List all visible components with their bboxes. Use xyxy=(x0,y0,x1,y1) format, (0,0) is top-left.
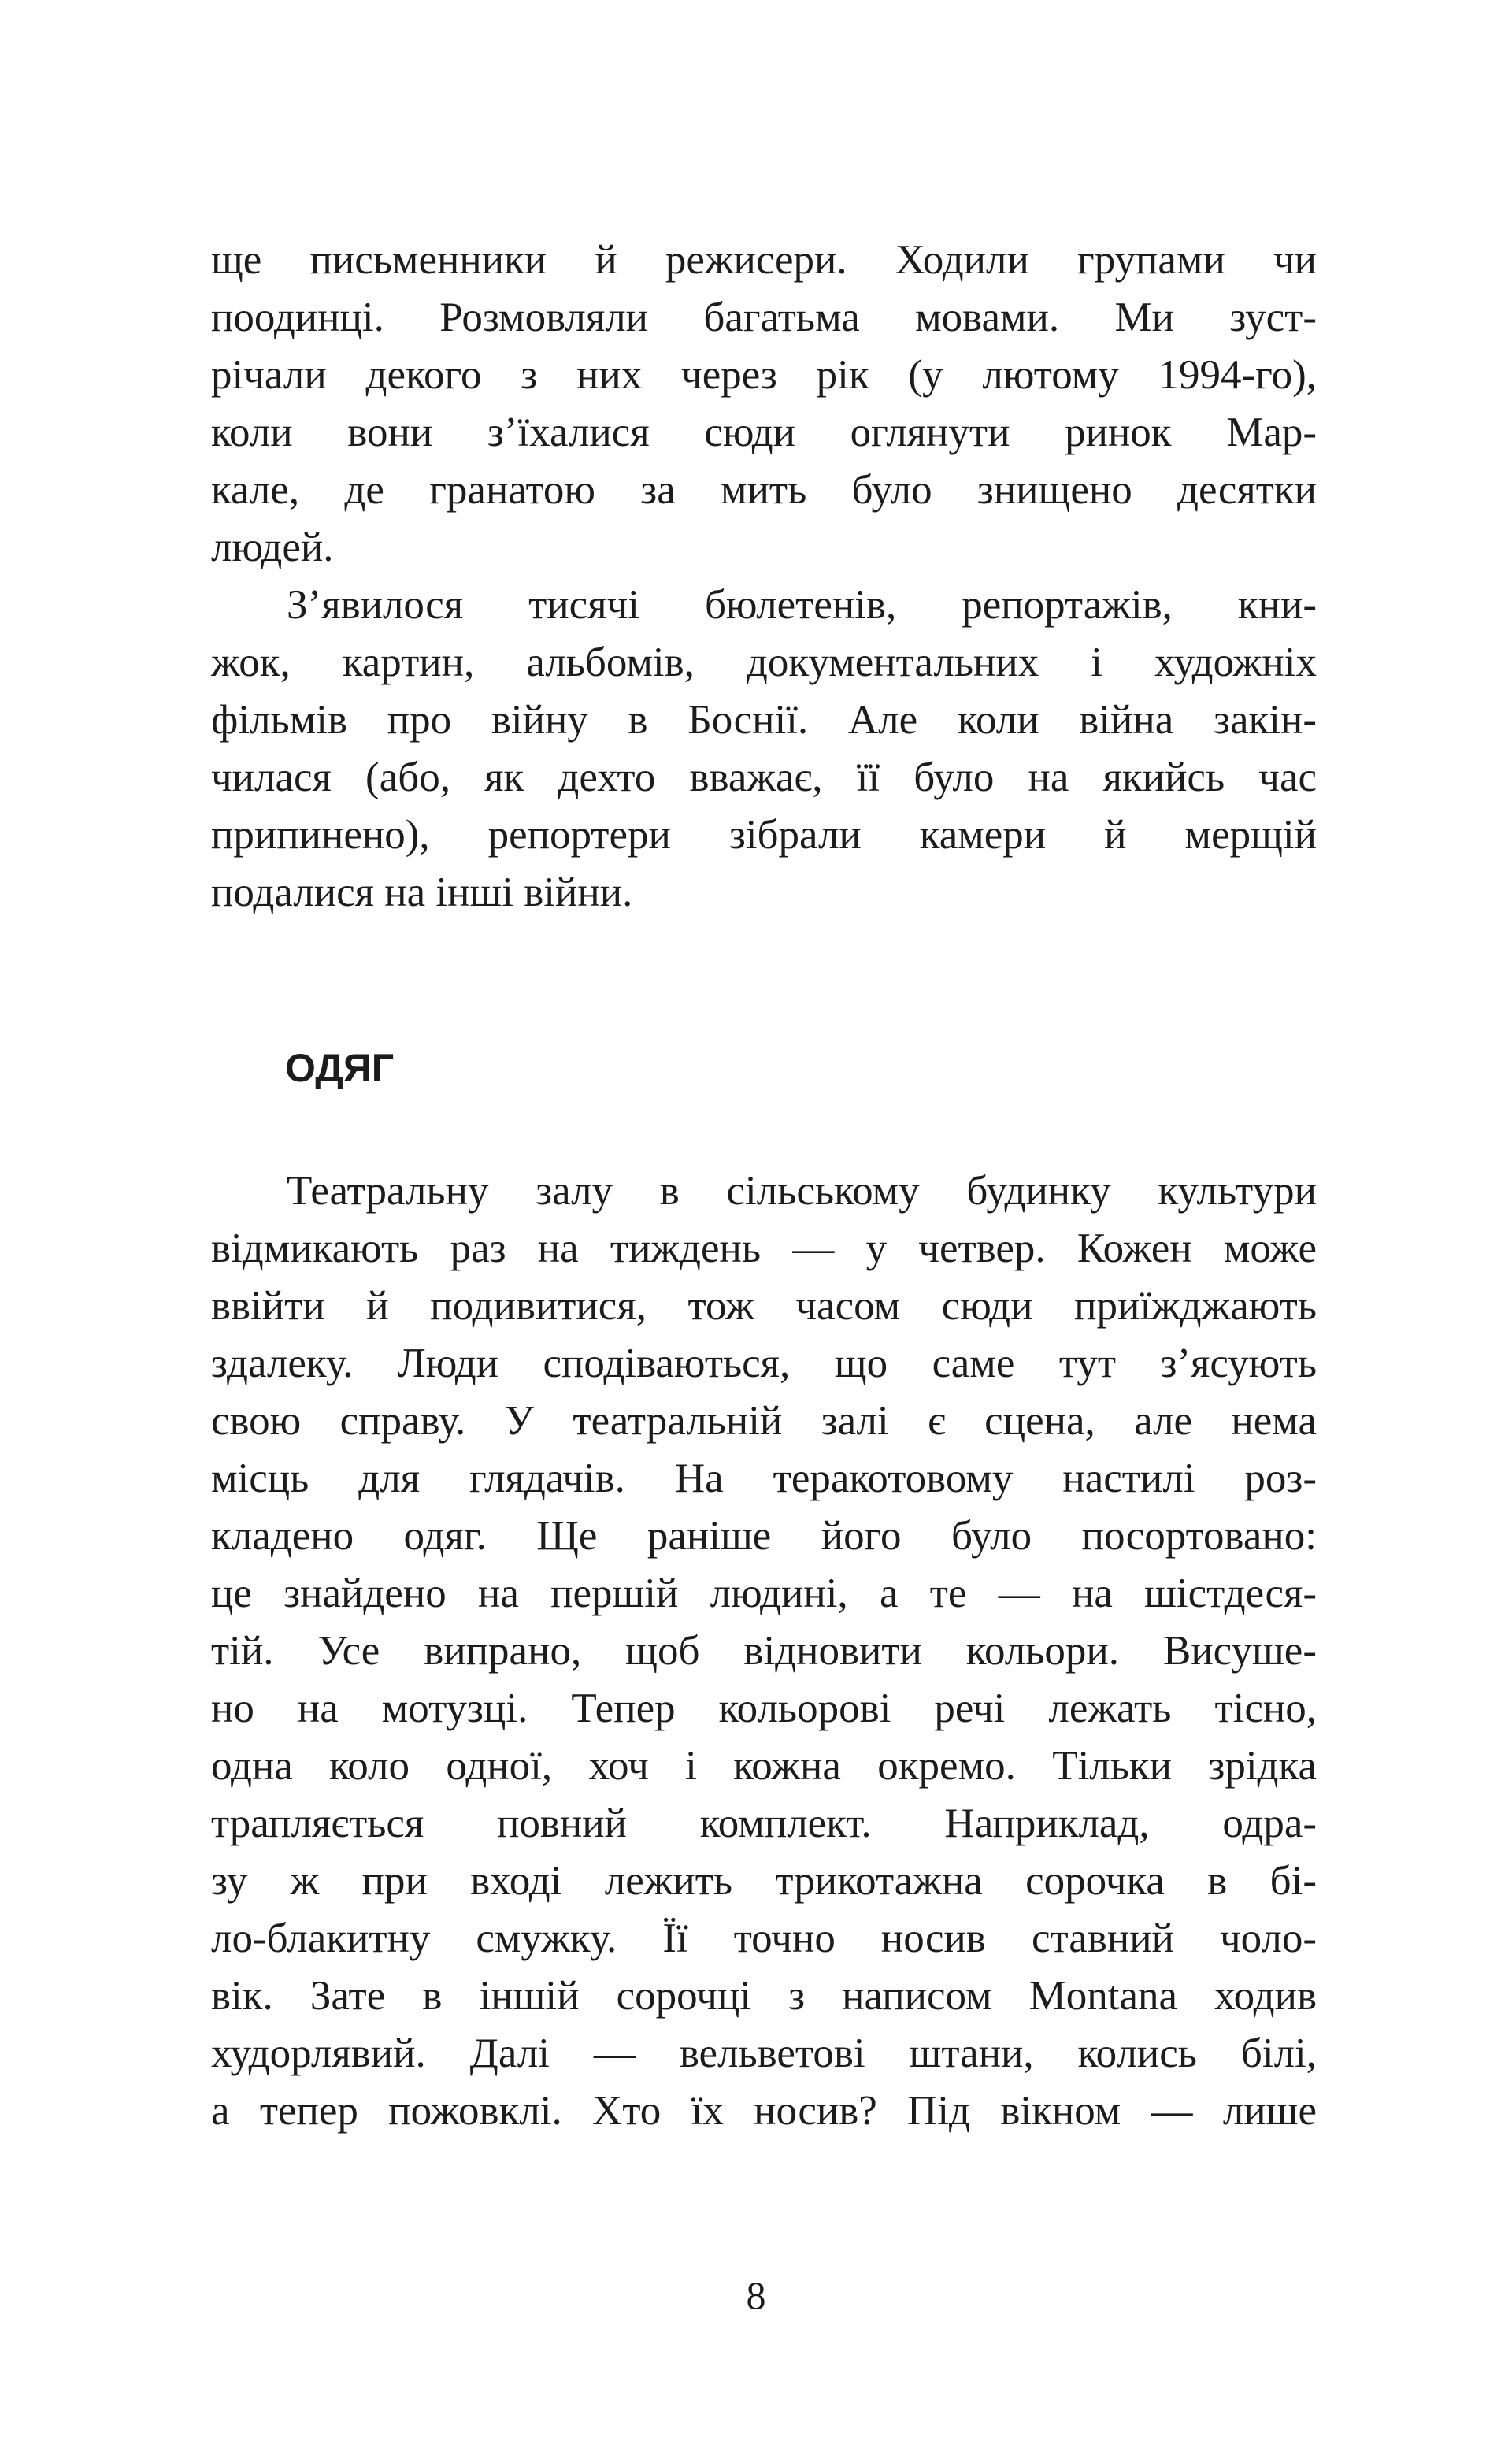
text-line: здалеку. Люди сподіваються, що саме тут з’ясують xyxy=(211,1341,1317,1386)
section-heading: ОДЯГ xyxy=(285,1046,395,1090)
text-block-section xyxy=(211,1163,1317,2140)
text-line: коли вони з’їхалися сюди оглянути ринок Мар- xyxy=(211,410,1317,455)
text-line: кале, де гранатою за мить було знищено десятки xyxy=(211,467,1317,513)
text-line: поодинці. Розмовляли багатьма мовами. Ми зуст- xyxy=(211,295,1317,340)
text-line: ло-блакитну смужку. Її точно носив ставний чоло- xyxy=(211,1916,1317,1961)
text-line: зу ж при вході лежить трикотажна сорочка в бі- xyxy=(211,1858,1317,1904)
text-line: худорлявий. Далі — вельветові штани, колись білі, xyxy=(211,2030,1317,2076)
text-line: тій. Усе випрано, щоб відновити кольори. Висуше- xyxy=(211,1628,1317,1674)
page-number: 8 xyxy=(746,2273,766,2317)
text-line: вік. Зате в іншій сорочці з написом Montana ходив xyxy=(211,1973,1317,2019)
text-line: а тепер пожовклі. Хто їх носив? Під вікном — лише xyxy=(211,2088,1317,2134)
text-line: це знайдено на першій людині, а те — на шістдеся- xyxy=(211,1571,1317,1616)
text-line: кладено одяг. Ще раніше його було посортовано: xyxy=(211,1513,1317,1559)
text-block-top xyxy=(211,232,1317,922)
text-line: трапляється повний комплект. Наприклад, одра- xyxy=(211,1801,1317,1846)
text-line: місць для глядачів. На теракотовому настилі роз- xyxy=(211,1456,1317,1501)
text-line: людей. xyxy=(211,525,334,570)
text-line: жок, картин, альбомів, документальних і художніх xyxy=(211,640,1317,685)
text-line: ще письменники й режисери. Ходили групами чи xyxy=(211,237,1317,283)
text-line: одна коло одної, хоч і кожна окремо. Тільки зрідка xyxy=(211,1743,1317,1789)
text-line: Театральну залу в сільському будинку культури xyxy=(287,1168,1317,1214)
text-line: З’явилося тисячі бюлетенів, репортажів, кни- xyxy=(287,582,1317,628)
text-line: но на мотузці. Тепер кольорові речі лежать тісно, xyxy=(211,1686,1317,1731)
text-line: фільмів про війну в Боснії. Але коли війна закін- xyxy=(211,697,1317,743)
text-line: чилася (або, як дехто вважає, її було на якийсь час xyxy=(211,755,1317,800)
text-line: подалися на інші війни. xyxy=(211,870,633,915)
text-line: відмикають раз на тиждень — у четвер. Кожен може xyxy=(211,1226,1317,1271)
text-line: припинено), репортери зібрали камери й мерщій xyxy=(211,812,1317,858)
text-line: ввійти й подивитися, тож часом сюди приїжджають xyxy=(211,1283,1317,1329)
text-line: річали декого з них через рік (у лютому 1994-го), xyxy=(211,352,1317,398)
text-line: свою справу. У театральній залі є сцена, але нема xyxy=(211,1398,1317,1444)
